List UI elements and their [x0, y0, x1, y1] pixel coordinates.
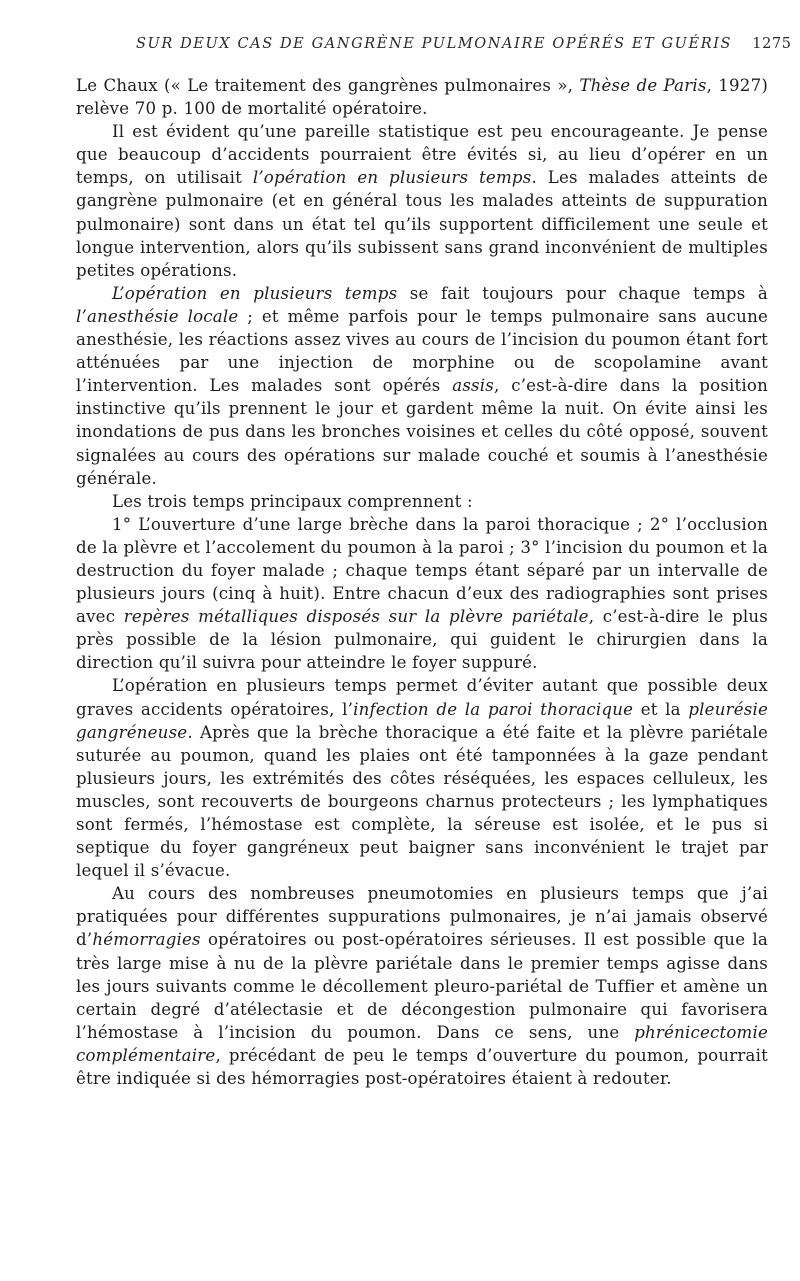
- running-title: SUR DEUX CAS DE GANGRÈNE PULMONAIRE OPÉRÉS ET GUÉRIS: [136, 36, 733, 52]
- text-run: , c’est-à-dire le plus près possible de la lésion pulmonaire, qui guident le chirurgien dans la direction qu’il suivra pour atteindre le foyer suppuré.: [76, 607, 769, 673]
- text-run: se fait toujours pour chaque temps à: [397, 283, 769, 303]
- italic-run: assis: [452, 376, 494, 396]
- italic-run: phrénicectomie complémentaire: [76, 1022, 768, 1065]
- paragraph-1: [76, 74, 768, 120]
- page-number: 1275: [752, 36, 792, 52]
- italic-run: repères métalliques disposés sur la plèvre pariétale: [123, 607, 589, 627]
- text-run: Au cours des nombreuses pneumotomies en plusieurs temps que j’ai pratiquées pour différentes suppurations pulmonaires, je n’ai jamais observé d’: [76, 884, 768, 950]
- italic-run: Thèse de Paris: [579, 76, 707, 95]
- italic-run: L’opération en plusieurs temps: [112, 283, 398, 303]
- paragraph-2: [76, 120, 768, 282]
- italic-run: l’anesthésie locale: [76, 306, 239, 326]
- text-run: opératoires ou post-opératoires sérieuses. Il est possible que la très large mise à nu de la plèvre pariétale dans le premier temps agisse dans les jours suivants comme le décollement pleuro-pariétal de Tuffier et amène un certain degré d’atélectasie et de décongestion pulmonaire qui favorisera l’hémostase à l’incision du poumon. Dans ce sens, une: [76, 930, 768, 1042]
- text-run: , c’est-à-dire dans la position instinctive qu’ils prennent le jour et gardent même la nuit. On évite ainsi les inondations de pus dans les bronches voisines et celles du côté opposé, souvent signalées au cours des opérations sur malade couché et soumis à l’anesthésie générale.: [76, 376, 768, 488]
- text-run: Le Chaux (« Le traitement des gangrènes pulmonaires »,: [76, 76, 580, 95]
- paragraph-4: Les trois temps principaux comprennent :: [112, 491, 473, 511]
- text-run: 1° L’ouverture d’une large brèche dans la paroi thoracique ; 2° l’occlusion de la plèvre et l’accolement du poumon à la paroi ; 3° l’incision du poumon et la destruction du foyer malade ; chaque temps étant séparé par un intervalle de plusieurs jours (cinq à huit). Entre chacun d’eux des radiographies sont prises avec: [76, 514, 768, 627]
- italic-run: l’opération en plusieurs temps: [252, 168, 532, 188]
- paragraph-5: [76, 513, 768, 675]
- text-run: Il est évident qu’une pareille statistique est peu encourageante. Je pense que beaucoup d’accidents pourraient être évités si, au lieu d’opérer en un temps, on utilisait: [76, 122, 768, 188]
- italic-run: pleurésie gangréneuse: [76, 699, 768, 742]
- italic-run: infection de la paroi thoracique: [353, 699, 634, 719]
- paragraph-7: [76, 882, 768, 1090]
- running-header: [136, 36, 796, 52]
- text-run: , précédant de peu le temps d’ouverture du poumon, pourrait être indiquée si des hémorragies post-opératoires étaient à redouter.: [76, 1045, 768, 1089]
- text-run: et la: [633, 699, 689, 719]
- body-text: [76, 74, 768, 1090]
- text-run: . Après que la brèche thoracique a été faite et la plèvre pariétale suturée au poumon, quand les plaies ont été tamponnées à la gaze pendant plusieurs jours, les extrémités des côtes réséquées, les espaces celluleux, les muscles, sont recouverts de bourgeons charnus protecteurs ; les lymphatiques sont fermés, l’hémostase est complète, la séreuse est isolée, et le pus si septique du foyer gangréneux peut baigner sans inconvénient le trajet par lequel il s’évacue.: [76, 722, 768, 881]
- text-run: , 1927) relève 70 p. 100 de mortalité opératoire.: [76, 76, 768, 119]
- text-run: . Les malades atteints de gangrène pulmonaire (et en général tous les malades atteints de suppuration pulmonaire) sont dans un état tel qu’ils supportent difficilement une seule et longue intervention, alors qu’ils subissent sans grand inconvénient de multiples petites opérations.: [76, 168, 768, 280]
- italic-run: hémorragies: [92, 930, 201, 950]
- paragraph-3: [76, 282, 768, 490]
- text-run: ; et même parfois pour le temps pulmonaire sans aucune anesthésie, les réactions assez vives au cours de l’incision du poumon étant fort atténuées par une injection de morphine ou de scopolamine avant l’intervention. Les malades sont opérés: [76, 306, 768, 396]
- text-run: L’opération en plusieurs temps permet d’éviter autant que possible deux graves accidents opératoires, l’: [76, 676, 768, 719]
- paragraph-6: [76, 674, 768, 882]
